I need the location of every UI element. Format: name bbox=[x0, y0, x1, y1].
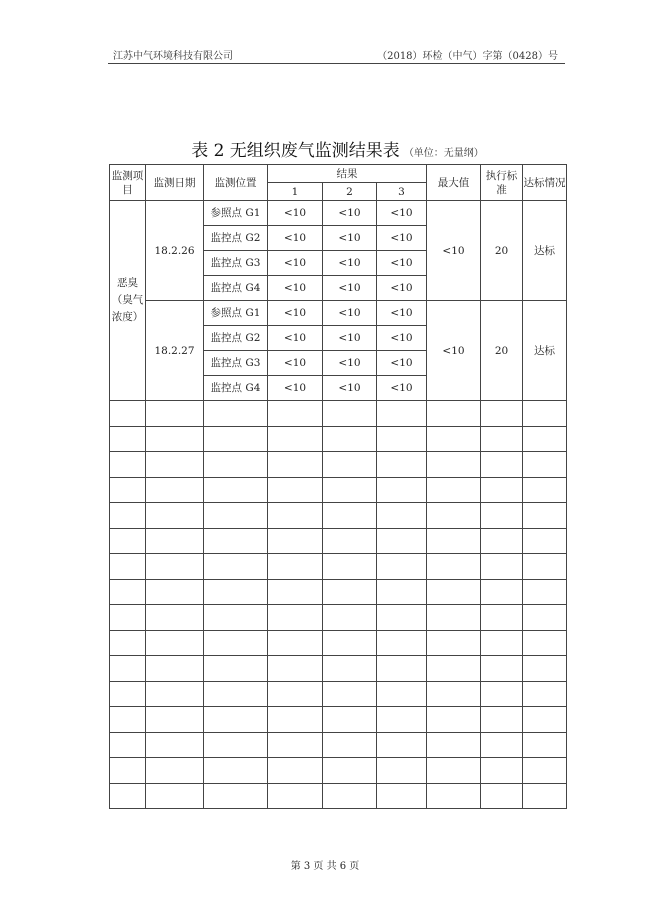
empty-cell bbox=[323, 630, 377, 656]
empty-cell bbox=[427, 656, 481, 682]
empty-cell bbox=[377, 758, 427, 784]
empty-cell bbox=[323, 554, 377, 580]
empty-cell bbox=[427, 681, 481, 707]
location-cell: 参照点 G1 bbox=[204, 301, 268, 326]
empty-cell bbox=[481, 452, 523, 478]
empty-cell bbox=[146, 477, 204, 503]
empty-cell bbox=[481, 503, 523, 529]
empty-row bbox=[110, 554, 567, 580]
empty-cell bbox=[268, 528, 323, 554]
empty-cell bbox=[146, 528, 204, 554]
status-cell: 达标 bbox=[523, 301, 567, 401]
empty-cell bbox=[204, 681, 268, 707]
empty-cell bbox=[523, 554, 567, 580]
empty-cell bbox=[323, 401, 377, 427]
standard-cell: 20 bbox=[481, 301, 523, 401]
empty-cell bbox=[427, 554, 481, 580]
status-cell: 达标 bbox=[523, 201, 567, 301]
header-results: 结果 bbox=[268, 165, 427, 183]
empty-cell bbox=[146, 426, 204, 452]
empty-cell bbox=[481, 426, 523, 452]
table-row bbox=[110, 201, 567, 226]
empty-cell bbox=[427, 452, 481, 478]
item-cell: 恶臭（臭气浓度） bbox=[110, 201, 146, 401]
empty-cell bbox=[481, 630, 523, 656]
empty-cell bbox=[110, 452, 146, 478]
empty-cell bbox=[323, 681, 377, 707]
empty-cell bbox=[481, 605, 523, 631]
empty-cell bbox=[146, 554, 204, 580]
empty-cell bbox=[427, 477, 481, 503]
header-run-3: 3 bbox=[377, 183, 427, 201]
empty-cell bbox=[204, 477, 268, 503]
result-cell: <10 bbox=[268, 226, 323, 251]
header-max: 最大值 bbox=[427, 165, 481, 201]
empty-cell bbox=[268, 783, 323, 809]
standard-cell: 20 bbox=[481, 201, 523, 301]
empty-cell bbox=[427, 783, 481, 809]
empty-row bbox=[110, 630, 567, 656]
empty-cell bbox=[204, 426, 268, 452]
table-row bbox=[110, 301, 567, 326]
empty-cell bbox=[481, 732, 523, 758]
empty-cell bbox=[377, 528, 427, 554]
empty-cell bbox=[323, 732, 377, 758]
empty-cell bbox=[110, 732, 146, 758]
empty-cell bbox=[323, 656, 377, 682]
result-cell: <10 bbox=[377, 351, 427, 376]
table-title-main: 表 2 无组织废气监测结果表 bbox=[191, 141, 400, 161]
header-divider bbox=[108, 63, 565, 64]
empty-cell bbox=[146, 605, 204, 631]
company-name: 江苏中气环境科技有限公司 bbox=[113, 51, 233, 62]
empty-cell bbox=[268, 605, 323, 631]
empty-cell bbox=[204, 503, 268, 529]
empty-cell bbox=[323, 528, 377, 554]
empty-cell bbox=[523, 783, 567, 809]
empty-cell bbox=[110, 758, 146, 784]
max-cell: <10 bbox=[427, 201, 481, 301]
result-cell: <10 bbox=[268, 351, 323, 376]
empty-cell bbox=[377, 503, 427, 529]
empty-cell bbox=[268, 477, 323, 503]
empty-cell bbox=[523, 656, 567, 682]
empty-cell bbox=[268, 426, 323, 452]
empty-cell bbox=[204, 528, 268, 554]
empty-cell bbox=[268, 579, 323, 605]
empty-cell bbox=[110, 503, 146, 529]
empty-cell bbox=[377, 681, 427, 707]
empty-cell bbox=[110, 528, 146, 554]
result-cell: <10 bbox=[377, 376, 427, 401]
empty-cell bbox=[427, 503, 481, 529]
empty-cell bbox=[377, 579, 427, 605]
empty-cell bbox=[268, 452, 323, 478]
empty-cell bbox=[268, 656, 323, 682]
empty-cell bbox=[146, 503, 204, 529]
empty-cell bbox=[523, 528, 567, 554]
report-number: （2018）环检（中气）字第（0428）号 bbox=[377, 51, 558, 62]
result-cell: <10 bbox=[323, 376, 377, 401]
location-cell: 监控点 G3 bbox=[204, 351, 268, 376]
empty-cell bbox=[110, 783, 146, 809]
table-title-unit: （单位：无量纲） bbox=[403, 148, 484, 159]
empty-cell bbox=[268, 732, 323, 758]
empty-cell bbox=[377, 426, 427, 452]
empty-cell bbox=[523, 732, 567, 758]
empty-cell bbox=[377, 656, 427, 682]
empty-row bbox=[110, 758, 567, 784]
date-cell: 18.2.27 bbox=[146, 301, 204, 401]
empty-cell bbox=[110, 605, 146, 631]
empty-cell bbox=[204, 732, 268, 758]
empty-cell bbox=[110, 707, 146, 733]
empty-cell bbox=[146, 732, 204, 758]
empty-cell bbox=[377, 452, 427, 478]
empty-cell bbox=[146, 783, 204, 809]
empty-cell bbox=[523, 579, 567, 605]
empty-cell bbox=[377, 605, 427, 631]
empty-cell bbox=[204, 758, 268, 784]
empty-cell bbox=[204, 707, 268, 733]
empty-cell bbox=[268, 503, 323, 529]
empty-cell bbox=[377, 554, 427, 580]
empty-cell bbox=[268, 401, 323, 427]
empty-cell bbox=[110, 579, 146, 605]
result-cell: <10 bbox=[377, 276, 427, 301]
empty-cell bbox=[481, 554, 523, 580]
empty-cell bbox=[323, 426, 377, 452]
page-number: 第 3 页 共 6 页 bbox=[290, 861, 360, 872]
monitoring-results-table bbox=[109, 164, 567, 809]
empty-cell bbox=[146, 452, 204, 478]
location-cell: 参照点 G1 bbox=[204, 201, 268, 226]
header-standard: 执行标准 bbox=[481, 165, 523, 201]
empty-cell bbox=[146, 656, 204, 682]
empty-cell bbox=[377, 783, 427, 809]
empty-row bbox=[110, 477, 567, 503]
empty-cell bbox=[427, 630, 481, 656]
header-location: 监测位置 bbox=[204, 165, 268, 201]
empty-cell bbox=[204, 401, 268, 427]
empty-row bbox=[110, 656, 567, 682]
empty-row bbox=[110, 426, 567, 452]
empty-cell bbox=[146, 579, 204, 605]
empty-cell bbox=[523, 452, 567, 478]
empty-cell bbox=[481, 401, 523, 427]
empty-cell bbox=[110, 681, 146, 707]
result-cell: <10 bbox=[323, 351, 377, 376]
empty-row bbox=[110, 605, 567, 631]
empty-cell bbox=[481, 783, 523, 809]
location-cell: 监控点 G4 bbox=[204, 376, 268, 401]
empty-cell bbox=[523, 681, 567, 707]
empty-cell bbox=[110, 656, 146, 682]
result-cell: <10 bbox=[323, 326, 377, 351]
empty-cell bbox=[377, 401, 427, 427]
empty-cell bbox=[377, 707, 427, 733]
empty-cell bbox=[323, 605, 377, 631]
empty-cell bbox=[110, 477, 146, 503]
empty-cell bbox=[268, 554, 323, 580]
empty-cell bbox=[377, 732, 427, 758]
empty-cell bbox=[523, 605, 567, 631]
empty-row bbox=[110, 528, 567, 554]
empty-cell bbox=[204, 783, 268, 809]
result-cell: <10 bbox=[323, 276, 377, 301]
empty-cell bbox=[146, 630, 204, 656]
result-cell: <10 bbox=[268, 376, 323, 401]
empty-cell bbox=[110, 401, 146, 427]
empty-cell bbox=[146, 707, 204, 733]
empty-cell bbox=[427, 401, 481, 427]
empty-cell bbox=[481, 707, 523, 733]
empty-cell bbox=[523, 401, 567, 427]
empty-cell bbox=[323, 783, 377, 809]
empty-cell bbox=[323, 503, 377, 529]
empty-cell bbox=[268, 630, 323, 656]
empty-row bbox=[110, 452, 567, 478]
empty-cell bbox=[481, 477, 523, 503]
result-cell: <10 bbox=[323, 201, 377, 226]
result-cell: <10 bbox=[377, 301, 427, 326]
empty-cell bbox=[323, 579, 377, 605]
empty-cell bbox=[323, 758, 377, 784]
empty-cell bbox=[427, 605, 481, 631]
empty-cell bbox=[268, 758, 323, 784]
empty-cell bbox=[204, 605, 268, 631]
empty-cell bbox=[481, 528, 523, 554]
empty-cell bbox=[323, 452, 377, 478]
max-cell: <10 bbox=[427, 301, 481, 401]
empty-cell bbox=[523, 426, 567, 452]
empty-cell bbox=[146, 758, 204, 784]
empty-cell bbox=[146, 401, 204, 427]
empty-cell bbox=[523, 477, 567, 503]
empty-row bbox=[110, 681, 567, 707]
empty-cell bbox=[523, 758, 567, 784]
empty-row bbox=[110, 579, 567, 605]
result-cell: <10 bbox=[377, 201, 427, 226]
empty-cell bbox=[268, 707, 323, 733]
result-cell: <10 bbox=[377, 226, 427, 251]
result-cell: <10 bbox=[377, 326, 427, 351]
empty-cell bbox=[204, 554, 268, 580]
empty-cell bbox=[204, 656, 268, 682]
date-cell: 18.2.26 bbox=[146, 201, 204, 301]
empty-cell bbox=[481, 758, 523, 784]
header-item: 监测项目 bbox=[110, 165, 146, 201]
empty-row bbox=[110, 401, 567, 427]
empty-cell bbox=[377, 477, 427, 503]
result-cell: <10 bbox=[323, 251, 377, 276]
empty-cell bbox=[323, 477, 377, 503]
result-cell: <10 bbox=[268, 251, 323, 276]
empty-cell bbox=[204, 630, 268, 656]
location-cell: 监控点 G4 bbox=[204, 276, 268, 301]
result-cell: <10 bbox=[268, 301, 323, 326]
empty-cell bbox=[377, 630, 427, 656]
empty-row bbox=[110, 503, 567, 529]
header-status: 达标情况 bbox=[523, 165, 567, 201]
empty-cell bbox=[110, 554, 146, 580]
result-cell: <10 bbox=[268, 276, 323, 301]
location-cell: 监控点 G3 bbox=[204, 251, 268, 276]
result-cell: <10 bbox=[377, 251, 427, 276]
header-date: 监测日期 bbox=[146, 165, 204, 201]
empty-cell bbox=[268, 681, 323, 707]
empty-cell bbox=[523, 630, 567, 656]
empty-cell bbox=[427, 758, 481, 784]
empty-cell bbox=[323, 707, 377, 733]
result-cell: <10 bbox=[323, 301, 377, 326]
empty-cell bbox=[427, 579, 481, 605]
empty-cell bbox=[481, 656, 523, 682]
empty-cell bbox=[146, 681, 204, 707]
empty-cell bbox=[427, 426, 481, 452]
empty-cell bbox=[427, 732, 481, 758]
empty-cell bbox=[204, 579, 268, 605]
header-run-2: 2 bbox=[323, 183, 377, 201]
empty-cell bbox=[523, 503, 567, 529]
header-run-1: 1 bbox=[268, 183, 323, 201]
empty-row bbox=[110, 732, 567, 758]
empty-cell bbox=[427, 707, 481, 733]
table-title bbox=[109, 136, 566, 161]
empty-cell bbox=[481, 579, 523, 605]
result-cell: <10 bbox=[323, 226, 377, 251]
location-cell: 监控点 G2 bbox=[204, 226, 268, 251]
empty-cell bbox=[204, 452, 268, 478]
result-cell: <10 bbox=[268, 326, 323, 351]
empty-cell bbox=[110, 630, 146, 656]
result-cell: <10 bbox=[268, 201, 323, 226]
empty-row bbox=[110, 707, 567, 733]
location-cell: 监控点 G2 bbox=[204, 326, 268, 351]
empty-row bbox=[110, 783, 567, 809]
empty-cell bbox=[427, 528, 481, 554]
empty-cell bbox=[481, 681, 523, 707]
empty-cell bbox=[110, 426, 146, 452]
empty-cell bbox=[523, 707, 567, 733]
